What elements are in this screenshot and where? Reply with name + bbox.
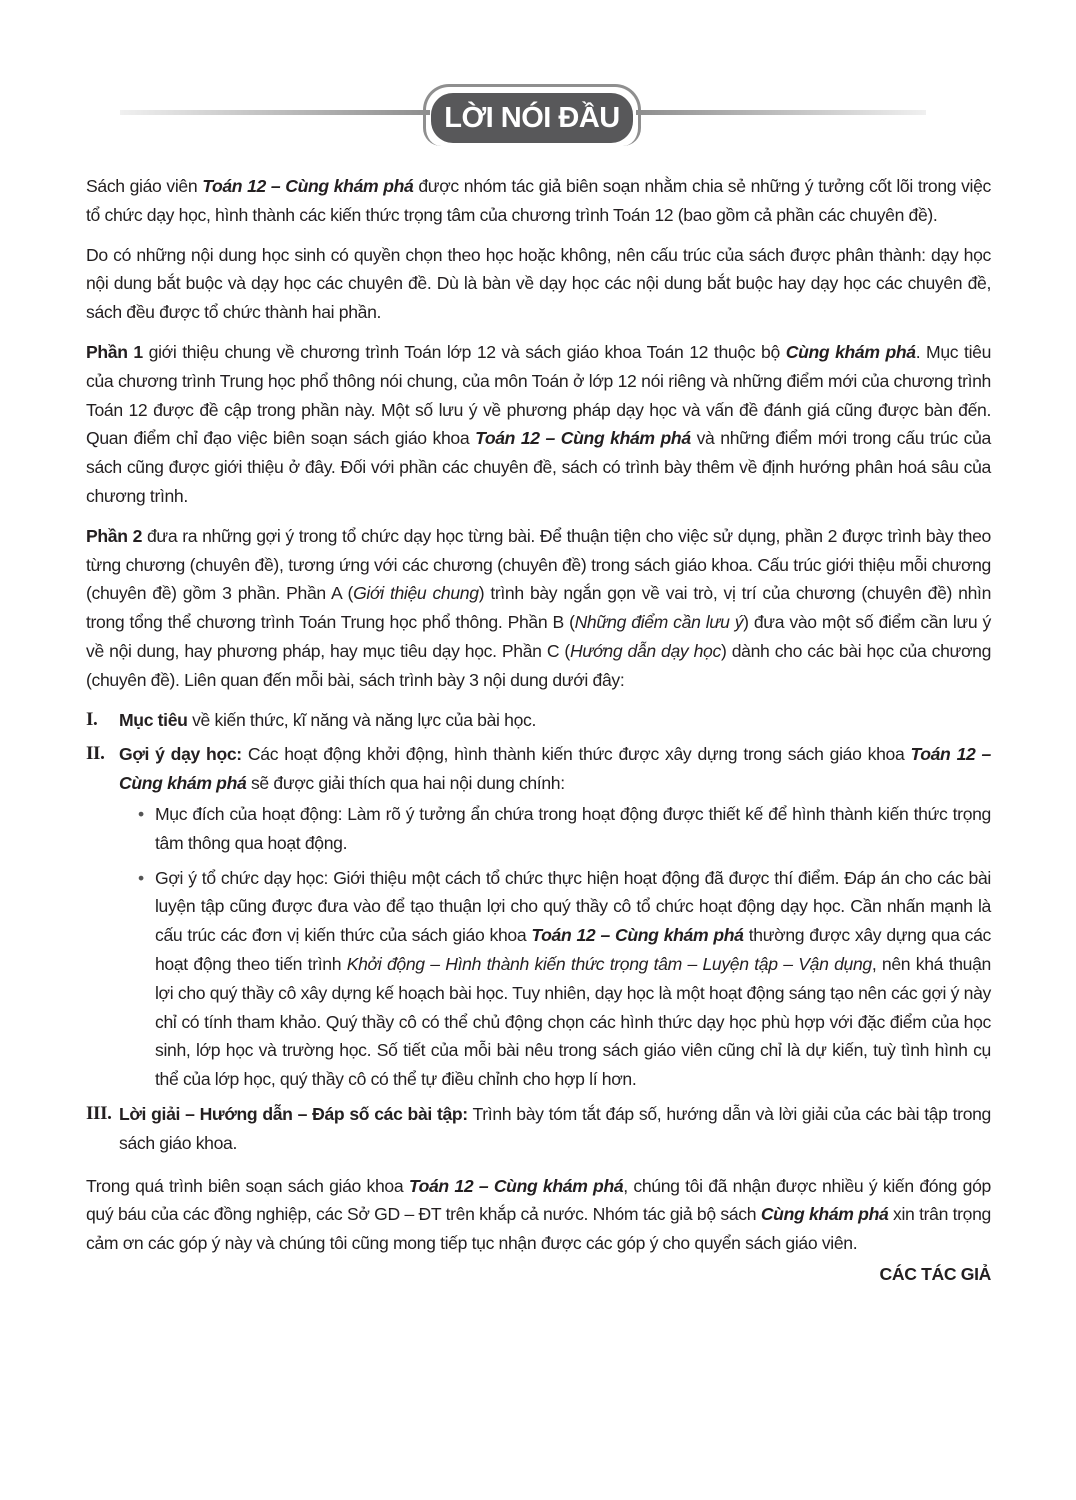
text-run: Cùng khám phá	[785, 341, 916, 362]
text-run: ) trình bày ngắn gọn về vai trò, vị trí của chương (chuyên đề) nhìn trong tổng thể chương trình Toán Trung học phổ thông. Phần B (	[86, 583, 991, 633]
text-run: Khởi động – Hình thành kiến thức trọng tâm – Luyện tập – Vận dụng	[346, 953, 872, 974]
text-run: được nhóm tác giả biên soạn nhằm chia sẻ những ý tưởng cốt lõi trong việc tổ chức dạy học, hình thành các kiến thức trọng tâm của chương trình Toán 12 (bao gồm cả phần các chuyên đề).	[86, 176, 991, 225]
header-rule-left	[120, 110, 430, 115]
list-number: I.	[86, 708, 98, 730]
text-run: thường được xây dựng qua các hoạt động theo tiến trình	[155, 925, 991, 974]
text-run: Các hoạt động khởi động, hình thành kiến thức được xây dựng trong sách giáo khoa	[241, 744, 911, 765]
closing-paragraph	[86, 1172, 991, 1258]
text-run: Toán 12 – Cùng khám phá	[531, 925, 744, 946]
text-run: . Mục tiêu của chương trình Trung học phổ thông nói chung, của môn Toán ở lớp 12 nói riêng và những điểm mới của chương trình Toán 12 được đề cập trong phần này. Một số lưu ý về phương pháp dạy học và vấn đề đánh giá cũng được bàn đến. Quan điểm chỉ đạo việc biên soạn sách giáo khoa	[86, 341, 992, 449]
text-run: đưa ra những gợi ý trong tổ chức dạy học từng bài. Để thuận tiện cho việc sử dụng, phần 2 được trình bày theo từng chương (chuyên đề), tương ứng với các chương (chuyên đề) trong sách giáo khoa. Cấu trúc giới thiệu mỗi chương (chuyên đề) gồm 3 phần. Phần A (	[86, 525, 991, 604]
paragraph	[86, 172, 991, 230]
text-run: Mục đích của hoạt động: Làm rõ ý tưởng ẩn chứa trong hoạt động được thiết kế để hình thành kiến thức trọng tâm thông qua hoạt động.	[155, 803, 991, 853]
paragraph	[86, 241, 991, 327]
text-run: Lời giải – Hướng dẫn – Đáp số các bài tập:	[119, 1103, 468, 1124]
text-run: Giới thiệu chung	[353, 583, 479, 604]
list-number: II.	[86, 743, 105, 765]
text-run: Phần 2	[86, 525, 142, 546]
text-run: Sách giáo viên	[86, 176, 203, 196]
bullet-item	[136, 800, 991, 858]
list-item	[86, 740, 991, 1094]
signature: CÁC TÁC GIẢ	[879, 1263, 991, 1284]
text-run: sẽ được giải thích qua hai nội dung chính:	[246, 773, 565, 794]
text-run: Gợi ý tổ chức dạy học: Giới thiệu một cách tổ chức thực hiện hoạt động đã được thí điểm. Đáp án cho các bài luyện tập cũng được đưa vào để tạo thuận lợi cho quý thầy cô tổ chức hoạt động dạy học. Cần nhấn mạnh là cấu trúc các đơn vị kiến thức của sách giáo khoa	[155, 867, 991, 946]
text-run: Hướng dẫn dạy học	[569, 640, 721, 661]
text-run: Cùng khám phá	[760, 1204, 889, 1225]
text-run: và những điểm mới trong cấu trúc của sách cũng được giới thiệu ở đây. Đối với phần các chuyên đề, sách có trình bày thêm về định hướng phân hoá sâu của chương trình.	[86, 428, 991, 506]
text-run: về kiến thức, kĩ năng và năng lực của bài học.	[187, 709, 537, 730]
list-number: III.	[86, 1102, 112, 1124]
text-run: xin trân trọng cảm ơn các góp ý này và chúng tôi cũng mong tiếp tục nhận được các góp ý cho quyển sách giáo viên.	[86, 1204, 991, 1254]
text-run: Toán 12 – Cùng khám phá	[119, 744, 991, 794]
text-run: Trong quá trình biên soạn sách giáo khoa	[86, 1175, 409, 1196]
paragraph	[86, 338, 991, 511]
bullet-item	[136, 864, 991, 1094]
text-run: Trình bày tóm tắt đáp số, hướng dẫn và lời giải của các bài tập trong sách giáo khoa.	[119, 1103, 991, 1153]
text-run: Toán 12 – Cùng khám phá	[475, 428, 691, 449]
preface-body	[86, 172, 991, 1289]
text-run: , nên khá thuận lợi cho quý thầy cô xây dựng kế hoạch bài học. Tuy nhiên, dạy học là một hoạt động sáng tạo nên các gợi ý này chỉ có tính tham khảo. Quý thầy cô có thể chủ động chọn các hình thức dạy học phù hợp với đặc điểm của học sinh, lớp học và trường học. Số tiết của mỗi bài nêu trong sách giáo viên cũng chỉ là dự kiến, tuỳ tình hình cụ thể của lớp học, quý thầy cô có thể tự điều chỉnh cho hợp lí hơn.	[155, 953, 991, 1090]
text-run: , chúng tôi đã nhận được nhiều ý kiến đóng góp quý báu của các đồng nghiệp, các Sở GD – ĐT trên khắp cả nước. Nhóm tác giả bộ sách	[86, 1175, 991, 1225]
bullet-icon: •	[138, 867, 144, 888]
text-run: giới thiệu chung về chương trình Toán lớp 12 và sách giáo khoa Toán 12 thuộc bộ	[142, 341, 786, 362]
text-run: ) đưa vào một số điểm cần lưu ý về nội dung, hay phương pháp, hay mục tiêu dạy học. Phần C (	[86, 612, 991, 661]
text-run: Gợi ý dạy học:	[119, 744, 242, 765]
list-item	[86, 1100, 991, 1158]
list-item	[86, 706, 991, 735]
paragraph	[86, 522, 991, 695]
text-run: Toán 12 – Cùng khám phá	[408, 1175, 624, 1196]
page-header	[120, 84, 926, 150]
header-rule-right	[636, 110, 926, 115]
text-run: Mục tiêu	[119, 709, 188, 730]
text-run: ) dành cho các bài học của chương (chuyên đề). Liên quan đến mỗi bài, sách trình bày 3 nội dung dưới đây:	[86, 640, 992, 690]
text-run: Những điểm cần lưu ý	[574, 612, 744, 633]
text-run: Phần 1	[86, 341, 143, 362]
text-run: Toán 12 – Cùng khám phá	[202, 176, 414, 196]
bullet-icon: •	[138, 803, 144, 824]
text-run: Do có những nội dung học sinh có quyền chọn theo học hoặc không, nên cấu trúc của sách được phân thành: dạy học nội dung bắt buộc và dạy học các chuyên đề. Dù là bàn về dạy học các nội dung bắt buộc hay dạy học các chuyên đề, sách đều được tổ chức thành hai phần.	[86, 244, 991, 323]
page-title: LỜI NÓI ĐẦU	[431, 93, 633, 143]
